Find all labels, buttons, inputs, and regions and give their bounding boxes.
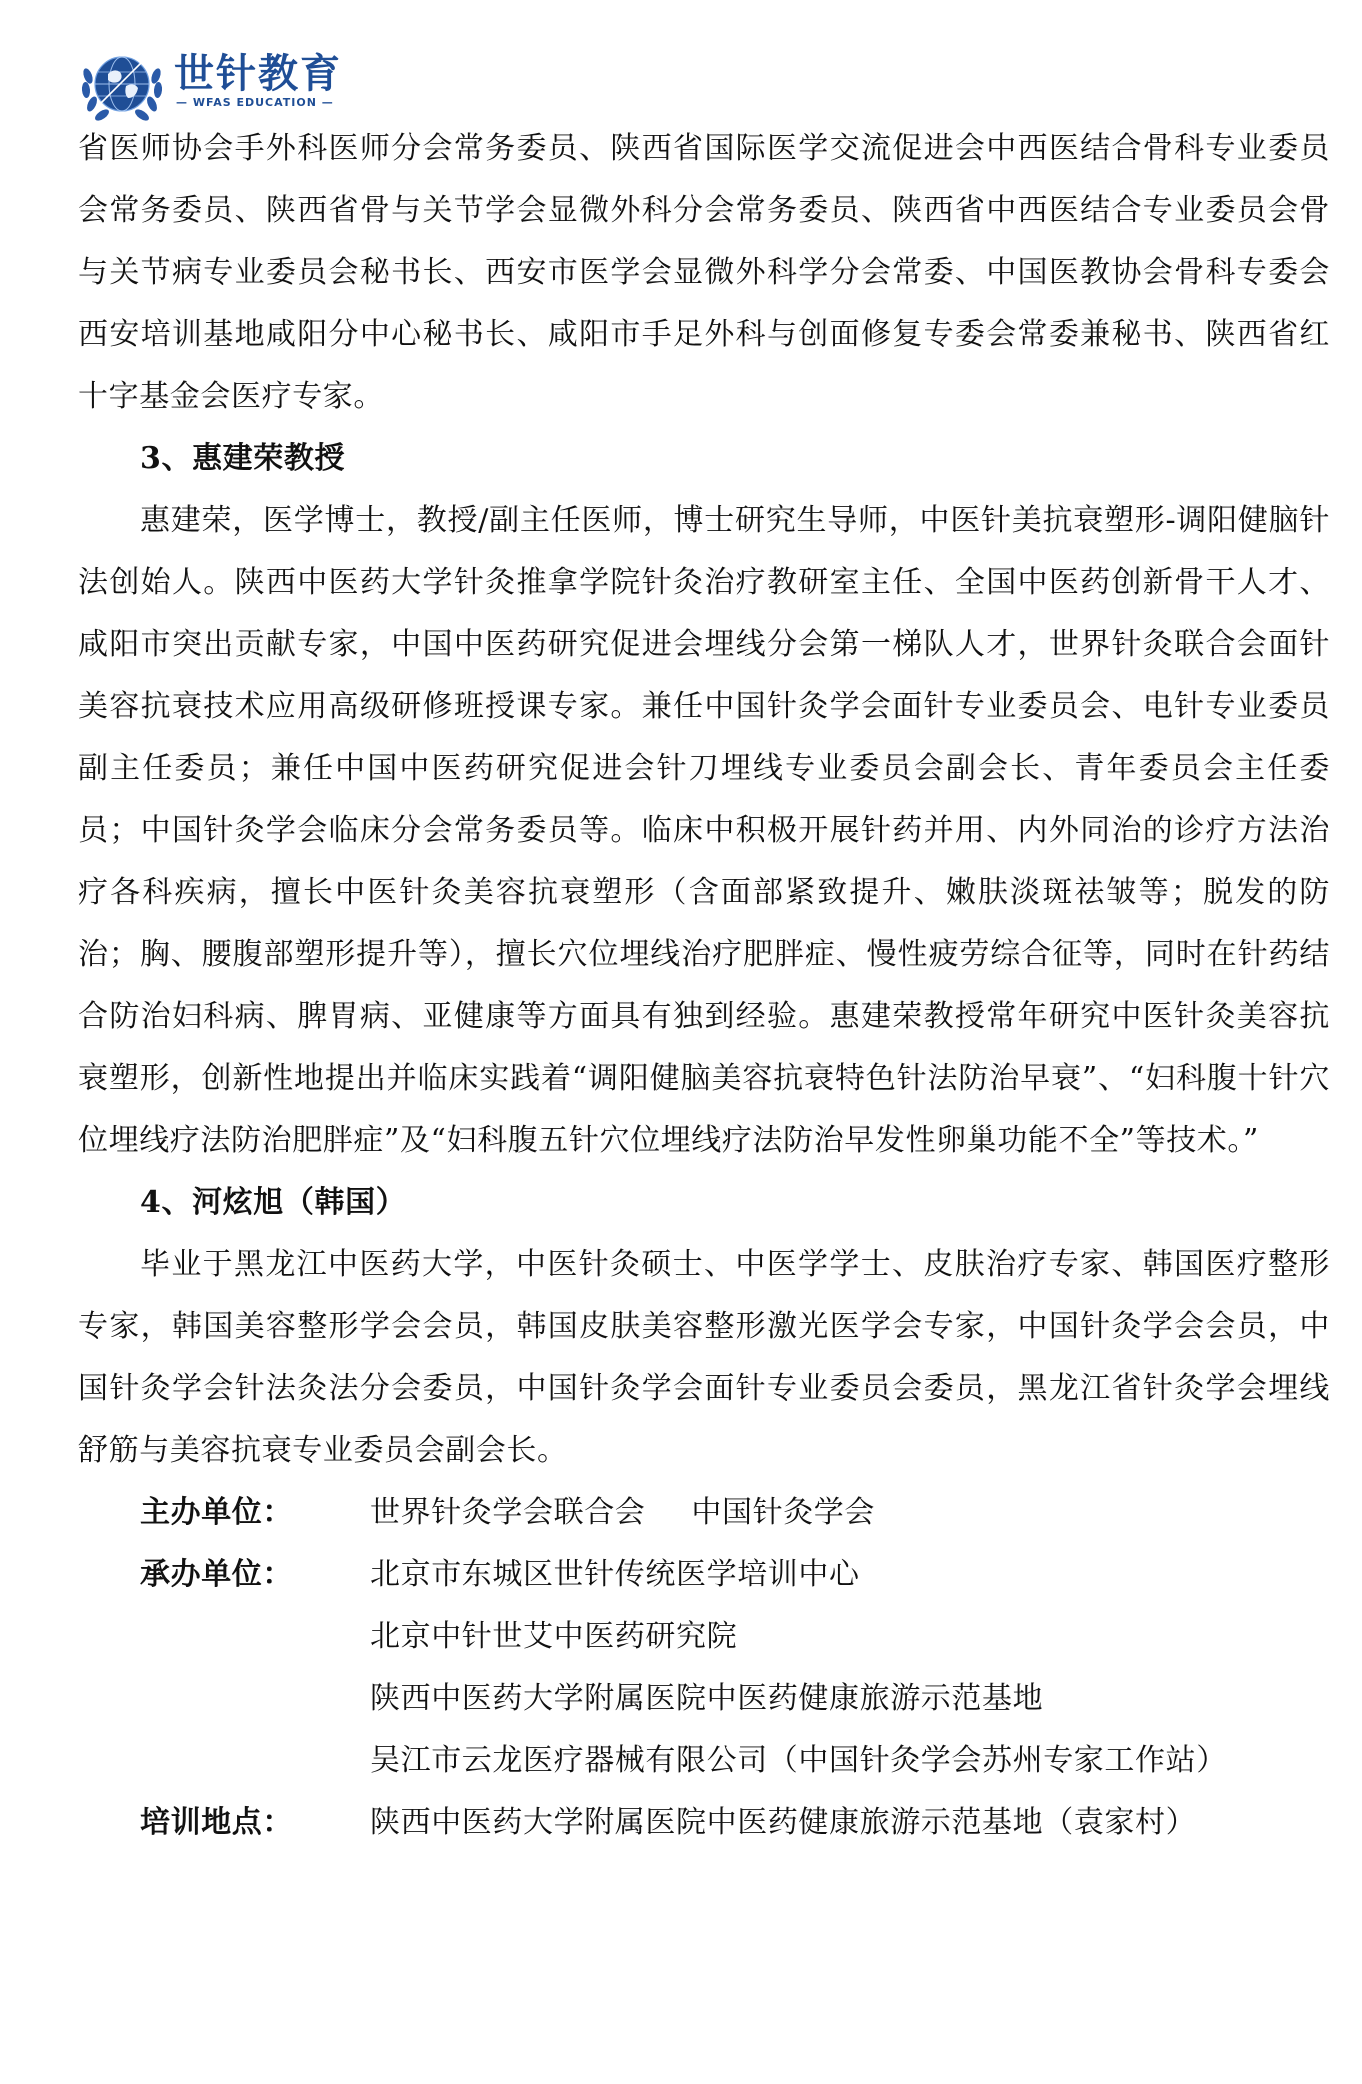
organizer-name: 北京市东城区世针传统医学培训中心 xyxy=(370,1557,860,1592)
logo-title: 世针教育 xyxy=(174,51,342,97)
venue-row xyxy=(78,1792,1330,1854)
expert-bio-ha: 毕业于黑龙江中医药大学，中医针灸硕士、中医学学士、皮肤治疗专家、韩国医疗整形专家，韩国美容整形学会会员，韩国皮肤美容整形激光医学会专家，中国针灸学会会员，中国针灸学会针法灸法分会委员，中国针灸学会面针专业委员会委员，黑龙江省针灸学会埋线舒筋与美容抗衰专业委员会副会长。 xyxy=(78,1247,1330,1468)
host-name: 中国针灸学会 xyxy=(691,1495,876,1530)
organizer-row xyxy=(78,1544,1330,1792)
intro-paragraph: 省医师协会手外科医师分会常务委员、陕西省国际医学交流促进会中西医结合骨科专业委员会常务委员、陕西省骨与关节学会显微外科分会常务委员、陕西省中西医结合专业委员会骨与关节病专业委员会秘书长、西安市医学会显微外科学分会常委、中国医教协会骨科专委会西安培训基地咸阳分中心秘书长、咸阳市手足外科与创面修复专委会常委兼秘书、陕西省红十字基金会医疗专家。 xyxy=(78,131,1330,414)
host-label: 主办单位： xyxy=(140,1495,293,1530)
wfas-education-logo xyxy=(78,40,358,120)
organizer-name: 吴江市云龙医疗器械有限公司（中国针灸学会苏州专家工作站） xyxy=(370,1743,1227,1778)
organizer-name: 北京中针世艾中医药研究院 xyxy=(370,1619,738,1654)
expert-bio-hui: 惠建荣，医学博士，教授/副主任医师，博士研究生导师，中医针美抗衰塑形-调阳健脑针法创始人。陕西中医药大学针灸推拿学院针灸治疗教研室主任、全国中医药创新骨干人才、咸阳市突出贡献专家，中国中医药研究促进会埋线分会第一梯队人才，世界针灸联合会面针美容抗衰技术应用高级研修班授课专家。兼任中国针灸学会面针专业委员会、电针专业委员副主任委员；兼任中国中医药研究促进会针刀埋线专业委员会副会长、青年委员会主任委员；中国针灸学会临床分会常务委员等。临床中积极开展针药并用、内外同治的诊疗方法治疗各科疾病，擅长中医针灸美容抗衰塑形（含面部紧致提升、嫩肤淡斑祛皱等；脱发的防治；胸、腰腹部塑形提升等），擅长穴位埋线治疗肥胖症、慢性疲劳综合征等，同时在针药结合防治妇科病、脾胃病、亚健康等方面具有独到经验。惠建荣教授常年研究中医针灸美容抗衰塑形，创新性地提出并临床实践着“调阳健脑美容抗衰特色针法防治早衰”、“妇科腹十针穴位埋线疗法防治肥胖症”及“妇科腹五针穴位埋线疗法防治早发性卵巢功能不全”等技术。” xyxy=(78,503,1330,1158)
host-row xyxy=(78,1482,1330,1544)
logo-subtitle: — WFAS EDUCATION — xyxy=(176,96,334,109)
event-info xyxy=(78,1482,1330,1854)
venue-name: 陕西中医药大学附属医院中医药健康旅游示范基地（袁家村） xyxy=(370,1805,1197,1840)
organizer-name: 陕西中医药大学附属医院中医药健康旅游示范基地 xyxy=(370,1681,1044,1716)
host-name: 世界针灸学会联合会 xyxy=(370,1495,646,1530)
document-body xyxy=(78,118,1330,1854)
expert-heading-hui: 3、惠建荣教授 xyxy=(140,441,346,476)
expert-heading-ha: 4、河炫旭（韩国） xyxy=(140,1185,407,1220)
venue-label: 培训地点： xyxy=(140,1805,293,1840)
organizer-label: 承办单位： xyxy=(140,1557,293,1592)
globe-emblem-icon xyxy=(78,40,166,128)
